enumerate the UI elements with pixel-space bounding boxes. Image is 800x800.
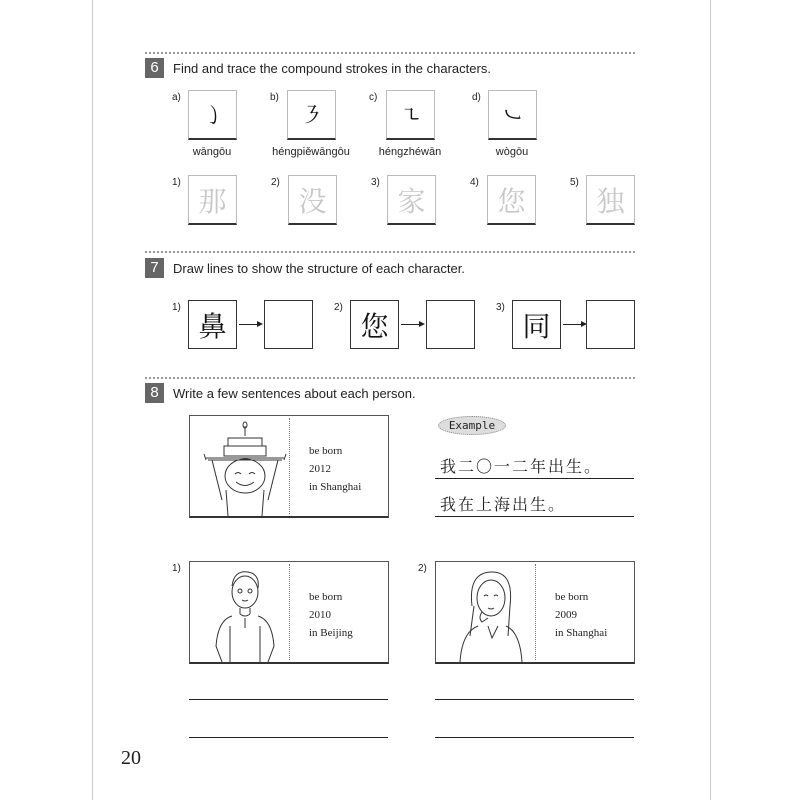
stroke-pinyin: héngpiěwāngōu (272, 146, 350, 158)
person-label: 2) (418, 563, 427, 574)
trace-character: 独 (596, 184, 625, 218)
stroke-glyph: ㇋ (300, 103, 323, 128)
stroke-pinyin: héngzhéwān (378, 146, 442, 158)
answer-line[interactable] (435, 737, 634, 738)
section-8-number: 8 (145, 383, 164, 403)
info-place: in Beijing (309, 627, 353, 639)
answer-line[interactable] (189, 699, 388, 700)
structure-answer-box[interactable] (586, 300, 635, 349)
example-sentence: 我在上海出生。 (440, 495, 567, 514)
writing-line (435, 478, 634, 479)
char-label: 2) (271, 177, 280, 188)
stroke-pinyin: wògōu (495, 146, 529, 158)
info-year: 2009 (555, 609, 577, 621)
stroke-label: a) (172, 92, 181, 103)
info-year: 2012 (309, 463, 331, 475)
girl-illustration (448, 566, 534, 662)
stroke-pinyin: wāngōu (192, 146, 232, 158)
writing-line (435, 516, 634, 517)
stroke-box (188, 90, 237, 140)
example-person-card (189, 415, 389, 518)
section-6-title: Find and trace the compound strokes in the characters. (173, 61, 491, 76)
character: 同 (522, 309, 551, 343)
answer-line[interactable] (435, 699, 634, 700)
person-label: 1) (172, 563, 181, 574)
info-line: be born (309, 591, 343, 603)
card-divider (535, 564, 536, 660)
section-7-number: 7 (145, 258, 164, 278)
section-6-number: 6 (145, 58, 164, 78)
section-divider (145, 377, 635, 379)
section-divider (145, 251, 635, 253)
child-with-cake-illustration (202, 420, 288, 516)
trace-box[interactable] (487, 175, 536, 225)
character-box (188, 300, 237, 349)
trace-character: 那 (198, 184, 227, 218)
character-box (350, 300, 399, 349)
example-badge: Example (438, 416, 506, 435)
char-label: 1) (172, 177, 181, 188)
structure-answer-box[interactable] (426, 300, 475, 349)
example-sentence: 我二〇一二年出生。 (440, 457, 603, 476)
char-label: 4) (470, 177, 479, 188)
page-number: 20 (121, 747, 141, 769)
item-label: 1) (172, 302, 181, 313)
stroke-label: b) (270, 92, 279, 103)
card-info (309, 442, 361, 496)
person-card (435, 561, 635, 664)
stroke-box (488, 90, 537, 140)
character-box (512, 300, 561, 349)
section-7-title: Draw lines to show the structure of each character. (173, 261, 465, 276)
stroke-glyph: ㇍ (399, 103, 422, 128)
trace-box[interactable] (387, 175, 436, 225)
card-info (555, 588, 607, 642)
item-label: 3) (496, 302, 505, 313)
stroke-box (386, 90, 435, 140)
section-divider (145, 52, 635, 54)
trace-character: 没 (298, 184, 327, 218)
answer-line[interactable] (189, 737, 388, 738)
stroke-box (287, 90, 336, 140)
boy-illustration (202, 566, 288, 662)
arrow-icon (239, 324, 261, 325)
trace-character: 您 (497, 184, 526, 218)
trace-box[interactable] (288, 175, 337, 225)
info-place: in Shanghai (309, 481, 362, 493)
character: 您 (360, 309, 389, 343)
char-label: 3) (371, 177, 380, 188)
char-label: 5) (570, 177, 579, 188)
person-card (189, 561, 389, 664)
info-place: in Shanghai (555, 627, 608, 639)
info-line: be born (309, 445, 343, 457)
stroke-glyph: ㇃ (501, 103, 524, 128)
trace-character: 家 (397, 184, 426, 218)
stroke-label: d) (472, 92, 481, 103)
structure-answer-box[interactable] (264, 300, 313, 349)
card-divider (289, 564, 290, 660)
arrow-icon (401, 324, 423, 325)
info-year: 2010 (309, 609, 331, 621)
card-info (309, 588, 353, 642)
trace-box[interactable] (188, 175, 237, 225)
trace-box[interactable] (586, 175, 635, 225)
card-divider (289, 418, 290, 514)
arrow-icon (563, 324, 585, 325)
info-line: be born (555, 591, 589, 603)
stroke-label: c) (369, 92, 378, 103)
stroke-glyph: ㇁ (201, 103, 224, 128)
character: 鼻 (198, 309, 227, 343)
item-label: 2) (334, 302, 343, 313)
section-8-title: Write a few sentences about each person. (173, 386, 416, 401)
